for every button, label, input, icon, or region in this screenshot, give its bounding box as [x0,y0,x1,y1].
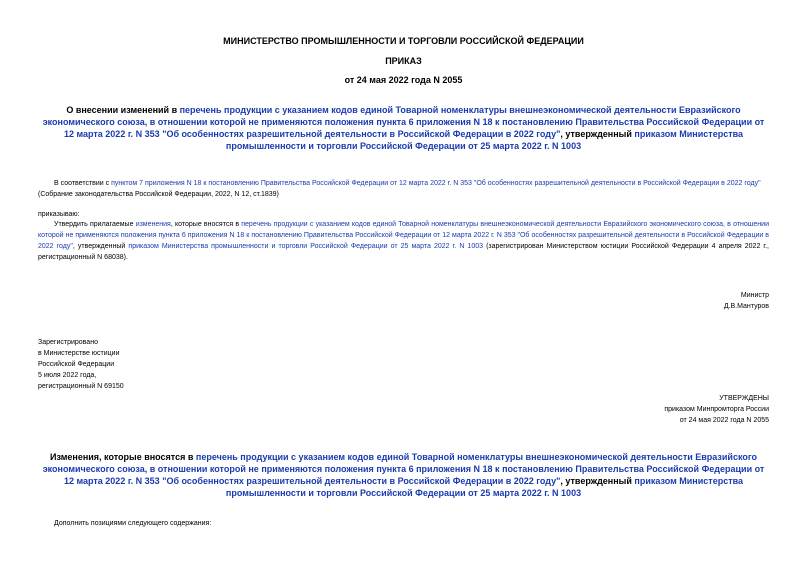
approval-line: от 24 мая 2022 года N 2055 [679,417,769,424]
signature-name: Д.В.Мантуров [723,303,769,310]
registration-line: регистрационный N 69150 [38,383,124,390]
order-title [40,104,767,152]
approval-line: приказом Минпромторга России [664,406,769,413]
approval-block [664,393,769,426]
basis-paragraph [38,178,769,200]
changes-title [40,451,767,499]
order-1003-link[interactable]: приказом Министерства промышленности и торговли Российской Федерации от 25 марта 2022 г. N 1003 [128,243,484,250]
paragraph-text: , утвержденный [72,243,129,250]
document-date-number: от 24 мая 2022 года N 2055 [344,75,463,85]
registration-line: 5 июля 2022 года, [38,372,97,379]
paragraph-text: , которые вносятся в [170,221,242,228]
changes-link[interactable]: изменения [135,221,171,228]
paragraph-text: (зарегистрирован Министерством юстиции Российской Федерации 4 апреля 2022 г., регистрационный N 68038). [38,243,769,261]
list-link[interactable]: перечень продукции с указанием кодов единой Товарной номенклатуры внешнеэкономической деятельности Евразийского экономического союза, в отношении которой не применяются положения пункта 6 приложения N 18 к постановлению Правительства Российской Федерации от 12 марта 2022 г. N 353 "Об особенностях разрешительной деятельности в Российской Федерации в 2022 году" [38,221,769,250]
signature-position: Министр [740,292,769,299]
supplement-paragraph: Дополнить позициями следующего содержания: [54,520,212,527]
registration-line: в Министерстве юстиции [38,350,120,357]
changes-title-list-link[interactable]: перечень продукции с указанием кодов единой Товарной номенклатуры внешнеэкономической деятельности Евразийского экономического союза, в отношении которой не применяются положения пункта 6 приложения N 18 к постановлению Правительства Российской Федерации от 12 марта 2022 г. N 353 "Об особенностях разрешительной деятельности в Российской Федерации в 2022 году" [42,452,765,486]
title-order-link[interactable]: приказом Министерства промышленности и торговли Российской Федерации от 25 марта 2022 г. N 1003 [225,129,744,151]
ministry-name: МИНИСТЕРСТВО ПРОМЫШЛЕННОСТИ И ТОРГОВЛИ РОССИЙСКОЙ ФЕДЕРАЦИИ [223,36,584,46]
basis-link[interactable]: пунктом 7 приложения N 18 к постановлению Правительства Российской Федерации от 12 марта 2022 г. N 353 "Об особенностях разрешительной деятельности в Российской Федерации в 2022 году" [111,180,761,187]
changes-title-order-link[interactable]: приказом Министерства промышленности и торговли Российской Федерации от 25 марта 2022 г. N 1003 [225,476,744,498]
approve-paragraph [38,219,769,263]
title-text: , утвержденный [560,129,635,139]
registration-block [38,337,124,392]
title-text: Изменения, которые вносятся в [50,452,196,462]
title-list-link[interactable]: перечень продукции с указанием кодов единой Товарной номенклатуры внешнеэкономической деятельности Евразийского экономического союза, в отношении которой не применяются положения пункта 6 приложения N 18 к постановлению Правительства Российской Федерации от 12 марта 2022 г. N 353 "Об особенностях разрешительной деятельности в Российской Федерации в 2022 году" [42,105,765,139]
title-text: , утвержденный [560,476,635,486]
paragraph-text: В соответствии с [54,180,112,187]
registration-line: Зарегистрировано [38,339,98,346]
title-text: О внесении изменений в [66,105,180,115]
document-type: ПРИКАЗ [385,56,422,66]
paragraph-text: Утвердить прилагаемые [54,221,136,228]
registration-line: Российской Федерации [38,361,115,368]
approval-line: УТВЕРЖДЕНЫ [719,395,769,402]
signature-block [724,290,769,312]
order-word: приказываю: [38,211,80,218]
paragraph-text: (Собрание законодательства Российской Федерации, 2022, N 12, ст.1839) [38,191,279,198]
